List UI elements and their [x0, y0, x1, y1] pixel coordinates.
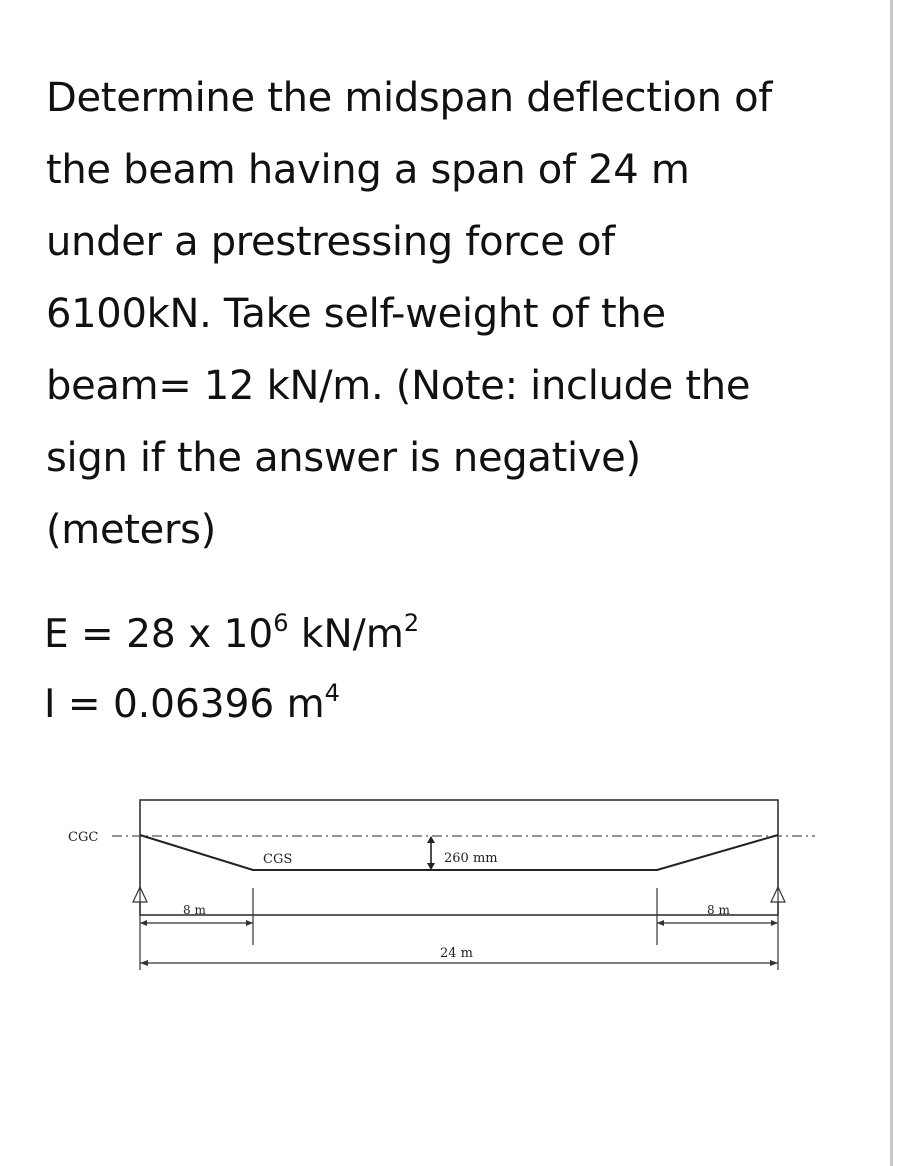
cgs-label: CGS: [263, 852, 293, 867]
question-text: [46, 62, 846, 566]
eccentricity-label: 260 mm: [444, 851, 498, 866]
eccentricity-dimension: [427, 836, 435, 870]
beam-diagram: [0, 790, 880, 990]
left-segment-dimension: [140, 887, 253, 970]
span-label: 24 m: [440, 946, 474, 961]
question-line: Determine the midspan deflection of: [46, 75, 773, 121]
inertia-formula: I = 0.06396 $m^4$: [44, 679, 340, 727]
question-line: (meters): [46, 507, 216, 553]
given-values: [44, 600, 419, 740]
question-line: under a prestressing force of: [46, 219, 615, 265]
right-segment-label: 8 m: [707, 903, 730, 917]
right-segment-dimension: [657, 887, 778, 970]
page-right-border: [890, 0, 893, 1166]
question-line: beam= 12 kN/m. (Note: include the: [46, 363, 751, 409]
cgc-label: CGC: [68, 830, 99, 845]
modulus-formula: E = 28 x $10^6$ $kN/m^2$: [44, 609, 420, 657]
question-line: the beam having a span of 24 m: [46, 147, 690, 193]
left-segment-label: 8 m: [183, 903, 206, 917]
question-line: sign if the answer is negative): [46, 435, 641, 481]
question-line: 6100kN. Take self-weight of the: [46, 291, 666, 337]
